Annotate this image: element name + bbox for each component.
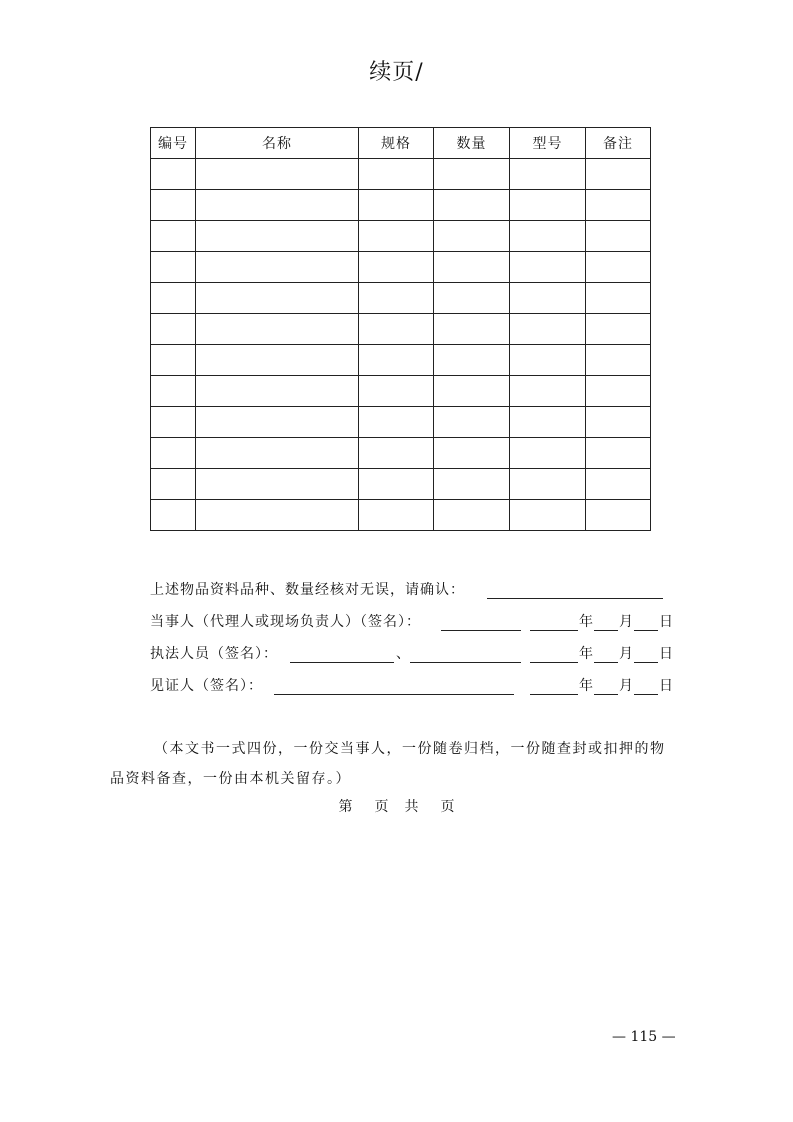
officer-day-label: 日: [659, 646, 674, 662]
cell-quantity[interactable]: [434, 438, 510, 469]
cell-number[interactable]: [151, 221, 196, 252]
cell-spec[interactable]: [359, 283, 434, 314]
cell-spec[interactable]: [359, 221, 434, 252]
table-row: [151, 283, 651, 314]
cell-spec[interactable]: [359, 469, 434, 500]
cell-number[interactable]: [151, 190, 196, 221]
cell-model[interactable]: [510, 190, 586, 221]
cell-spec[interactable]: [359, 252, 434, 283]
witness-day-blank[interactable]: [634, 676, 658, 695]
officer-separator: 、: [396, 646, 411, 662]
confirm-label: 上述物品资料品种、数量经核对无误，请确认：: [150, 582, 465, 598]
cell-remark[interactable]: [586, 159, 651, 190]
cell-quantity[interactable]: [434, 500, 510, 531]
witness-day-label: 日: [659, 678, 674, 694]
cell-quantity[interactable]: [434, 345, 510, 376]
cell-number[interactable]: [151, 438, 196, 469]
party-signature-blank[interactable]: [441, 612, 521, 631]
table-row: [151, 345, 651, 376]
table-row: [151, 469, 651, 500]
cell-name[interactable]: [196, 190, 359, 221]
cell-model[interactable]: [510, 407, 586, 438]
witness-year-blank[interactable]: [530, 676, 578, 695]
distribution-note: [110, 734, 680, 794]
cell-name[interactable]: [196, 469, 359, 500]
cell-number[interactable]: [151, 283, 196, 314]
cell-remark[interactable]: [586, 283, 651, 314]
cell-model[interactable]: [510, 469, 586, 500]
party-label: 当事人（代理人或现场负责人）（签名）：: [150, 614, 421, 630]
page-number: — 115 —: [612, 1029, 676, 1045]
cell-spec[interactable]: [359, 159, 434, 190]
table-row: [151, 407, 651, 438]
cell-quantity[interactable]: [434, 221, 510, 252]
table-row: [151, 438, 651, 469]
party-month-blank[interactable]: [594, 612, 618, 631]
note-line-2: 品资料备查，一份由本机关留存。）: [110, 771, 351, 787]
cell-name[interactable]: [196, 159, 359, 190]
witness-label: 见证人（签名）：: [150, 678, 263, 694]
cell-model[interactable]: [510, 345, 586, 376]
cell-spec[interactable]: [359, 407, 434, 438]
cell-remark[interactable]: [586, 376, 651, 407]
header-name: 名称: [196, 128, 359, 159]
cell-spec[interactable]: [359, 376, 434, 407]
pager-gong: 共: [404, 799, 419, 815]
cell-spec[interactable]: [359, 314, 434, 345]
cell-quantity[interactable]: [434, 469, 510, 500]
pager-ye2: 页: [440, 799, 455, 815]
cell-quantity[interactable]: [434, 283, 510, 314]
cell-model[interactable]: [510, 252, 586, 283]
cell-quantity[interactable]: [434, 252, 510, 283]
page-counter: [0, 796, 793, 816]
table-row: [151, 221, 651, 252]
cell-number[interactable]: [151, 376, 196, 407]
cell-spec[interactable]: [359, 500, 434, 531]
witness-month-label: 月: [619, 678, 634, 694]
cell-model[interactable]: [510, 159, 586, 190]
party-day-label: 日: [659, 614, 674, 630]
party-month-label: 月: [619, 614, 634, 630]
cell-number[interactable]: [151, 469, 196, 500]
officer-signature-blank-1[interactable]: [290, 644, 394, 663]
cell-spec[interactable]: [359, 438, 434, 469]
cell-name[interactable]: [196, 500, 359, 531]
officer-month-label: 月: [619, 646, 634, 662]
cell-remark[interactable]: [586, 345, 651, 376]
cell-name[interactable]: [196, 221, 359, 252]
cell-remark[interactable]: [586, 314, 651, 345]
pager-di: 第: [338, 799, 353, 815]
table-row: [151, 500, 651, 531]
cell-quantity[interactable]: [434, 159, 510, 190]
cell-name[interactable]: [196, 407, 359, 438]
cell-remark[interactable]: [586, 438, 651, 469]
witness-year-label: 年: [579, 678, 594, 694]
pager-ye: 页: [374, 799, 389, 815]
officer-month-blank[interactable]: [594, 644, 618, 663]
cell-number[interactable]: [151, 314, 196, 345]
cell-number[interactable]: [151, 500, 196, 531]
cell-model[interactable]: [510, 438, 586, 469]
cell-quantity[interactable]: [434, 190, 510, 221]
officer-signature-blank-2[interactable]: [410, 644, 521, 663]
cell-remark[interactable]: [586, 190, 651, 221]
cell-remark[interactable]: [586, 469, 651, 500]
cell-number[interactable]: [151, 159, 196, 190]
officer-day-blank[interactable]: [634, 644, 658, 663]
cell-number[interactable]: [151, 407, 196, 438]
cell-name[interactable]: [196, 376, 359, 407]
officer-label: 执法人员（签名）：: [150, 646, 278, 662]
header-number: 编号: [151, 128, 196, 159]
party-day-blank[interactable]: [634, 612, 658, 631]
cell-number[interactable]: [151, 345, 196, 376]
header-spec: 规格: [359, 128, 434, 159]
cell-spec[interactable]: [359, 190, 434, 221]
cell-model[interactable]: [510, 314, 586, 345]
cell-model[interactable]: [510, 376, 586, 407]
cell-name[interactable]: [196, 252, 359, 283]
cell-quantity[interactable]: [434, 314, 510, 345]
cell-number[interactable]: [151, 252, 196, 283]
header-model: 型号: [510, 128, 586, 159]
note-line-1: （本文书一式四份，一份交当事人，一份随卷归档，一份随查封或扣押的物: [154, 741, 666, 757]
officer-year-label: 年: [579, 646, 594, 662]
cell-model[interactable]: [510, 283, 586, 314]
party-year-blank[interactable]: [530, 612, 578, 631]
items-table: [150, 127, 651, 531]
table-row: [151, 159, 651, 190]
cell-remark[interactable]: [586, 500, 651, 531]
cell-model[interactable]: [510, 221, 586, 252]
cell-name[interactable]: [196, 345, 359, 376]
table-row: [151, 376, 651, 407]
cell-quantity[interactable]: [434, 407, 510, 438]
cell-name[interactable]: [196, 438, 359, 469]
cell-name[interactable]: [196, 314, 359, 345]
table-row: [151, 314, 651, 345]
table-header-row: [151, 128, 651, 159]
confirm-signature-blank[interactable]: [487, 580, 663, 599]
page-title: 续页/: [369, 60, 424, 85]
cell-model[interactable]: [510, 500, 586, 531]
cell-spec[interactable]: [359, 345, 434, 376]
cell-name[interactable]: [196, 283, 359, 314]
witness-signature-blank[interactable]: [274, 676, 514, 695]
table-row: [151, 252, 651, 283]
cell-remark[interactable]: [586, 407, 651, 438]
cell-remark[interactable]: [586, 252, 651, 283]
party-year-label: 年: [579, 614, 594, 630]
witness-month-blank[interactable]: [594, 676, 618, 695]
header-remark: 备注: [586, 128, 651, 159]
officer-year-blank[interactable]: [530, 644, 578, 663]
header-quantity: 数量: [434, 128, 510, 159]
cell-remark[interactable]: [586, 221, 651, 252]
cell-quantity[interactable]: [434, 376, 510, 407]
table-row: [151, 190, 651, 221]
